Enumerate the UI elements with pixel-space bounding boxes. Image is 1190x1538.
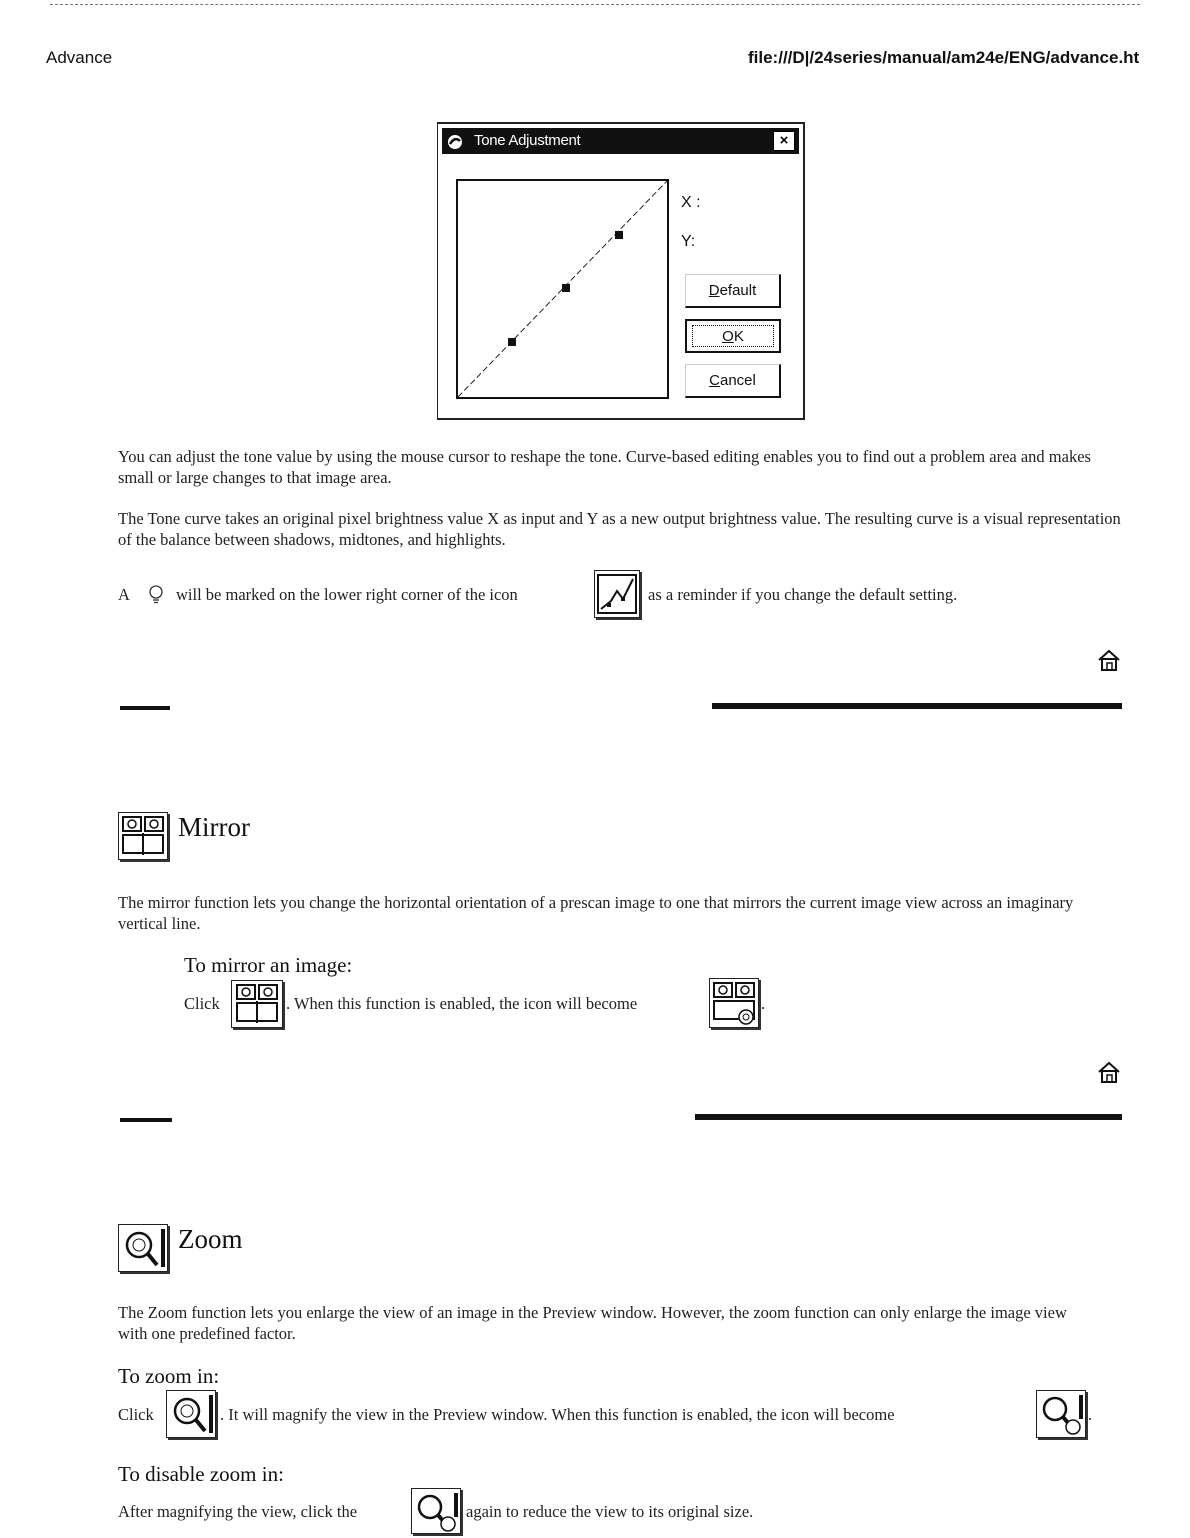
dialog-titlebar[interactable] bbox=[442, 128, 799, 154]
zoom-click-text: Click bbox=[118, 1405, 154, 1424]
tone-adjustment-dialog bbox=[437, 122, 805, 420]
mirror-paragraph: The mirror function lets you change the horizontal orientation of a prescan image to one that mirrors the current image view across an imaginary vertical line. bbox=[118, 893, 1074, 933]
zoom-paragraph: The Zoom function lets you enlarge the view of an image in the Preview window. However, the zoom function can only enlarge the image view with one predefined factor. bbox=[118, 1303, 1067, 1343]
zoom-enabled-icon bbox=[1036, 1390, 1086, 1438]
curve-point-shadow[interactable] bbox=[508, 338, 516, 346]
zoom-title: Zoom bbox=[178, 1224, 243, 1254]
ok-label: K bbox=[733, 328, 744, 345]
zoom-in-text: . It will magnify the view in the Preview window. When this function is enabled, the icon will become bbox=[220, 1405, 895, 1424]
default-label: efault bbox=[719, 282, 757, 299]
curve-point-highlight[interactable] bbox=[615, 231, 623, 239]
reminder-text-b: will be marked on the lower right corner of the icon bbox=[176, 585, 518, 604]
mirror-icon bbox=[118, 812, 168, 860]
home-icon[interactable] bbox=[1097, 648, 1121, 672]
cancel-label: ancel bbox=[719, 372, 756, 389]
divider-right bbox=[695, 1114, 1122, 1120]
tone-curve bbox=[458, 181, 667, 397]
mirror-subheading: To mirror an image: bbox=[184, 953, 353, 977]
scan-artifact-line bbox=[50, 4, 1140, 5]
zoom-disable-subheading: To disable zoom in: bbox=[118, 1462, 284, 1486]
divider-left bbox=[120, 1118, 172, 1122]
tone-curve-graph[interactable] bbox=[456, 179, 669, 399]
mirror-enabled-icon bbox=[709, 978, 759, 1028]
cancel-button[interactable] bbox=[685, 364, 781, 398]
curve-point-midtone[interactable] bbox=[562, 284, 570, 292]
x-label: X : bbox=[681, 194, 701, 211]
mirror-button-icon[interactable] bbox=[231, 980, 283, 1028]
reminder-text-c: as a reminder if you change the default setting. bbox=[648, 585, 958, 604]
divider-left bbox=[120, 706, 170, 710]
close-button[interactable]: × bbox=[773, 131, 795, 151]
zoom-in-subheading: To zoom in: bbox=[118, 1364, 220, 1388]
zoom-disable-text-a: After magnifying the view, click the bbox=[118, 1502, 358, 1521]
mirror-enabled-text: . When this function is enabled, the icon will become bbox=[286, 994, 638, 1013]
zoom-icon bbox=[118, 1224, 168, 1272]
zoom-period: . bbox=[1088, 1405, 1093, 1424]
default-button[interactable] bbox=[685, 274, 781, 308]
tone-paragraph-2: The Tone curve takes an original pixel brightness value X as input and Y as a new output brightness value. The resulting curve is a visual representation of the balance between shadows, midtones, and highlights. bbox=[118, 509, 1121, 549]
zoom-disable-icon[interactable] bbox=[411, 1488, 461, 1534]
tone-icon bbox=[594, 570, 640, 618]
ok-button[interactable] bbox=[685, 319, 781, 353]
zoom-in-button-icon[interactable] bbox=[166, 1390, 216, 1438]
default-mnemonic: D bbox=[708, 282, 720, 299]
y-label: Y: bbox=[681, 233, 696, 250]
mirror-period: . bbox=[761, 994, 766, 1013]
ok-mnemonic: O bbox=[722, 328, 734, 345]
tone-paragraph-1: You can adjust the tone value by using the mouse cursor to reshape the tone. Curve-based editing enables you to find out a problem area and makes small or large changes to that image area. bbox=[118, 447, 1091, 487]
focus-rect bbox=[692, 325, 774, 347]
cancel-mnemonic: C bbox=[709, 372, 720, 389]
lightbulb-icon bbox=[147, 584, 165, 604]
app-icon bbox=[446, 132, 464, 150]
header-url: file:///D|/24series/manual/am24e/ENG/advance.ht bbox=[748, 48, 1140, 67]
dialog-title: Tone Adjustment bbox=[474, 132, 581, 149]
header-title: Advance bbox=[46, 48, 113, 67]
home-icon[interactable] bbox=[1097, 1060, 1121, 1084]
reminder-text-a: A bbox=[118, 585, 130, 604]
mirror-click-text: Click bbox=[184, 994, 220, 1013]
divider-right bbox=[712, 703, 1122, 709]
mirror-title: Mirror bbox=[178, 812, 250, 842]
zoom-disable-text-b: again to reduce the view to its original size. bbox=[466, 1502, 754, 1521]
